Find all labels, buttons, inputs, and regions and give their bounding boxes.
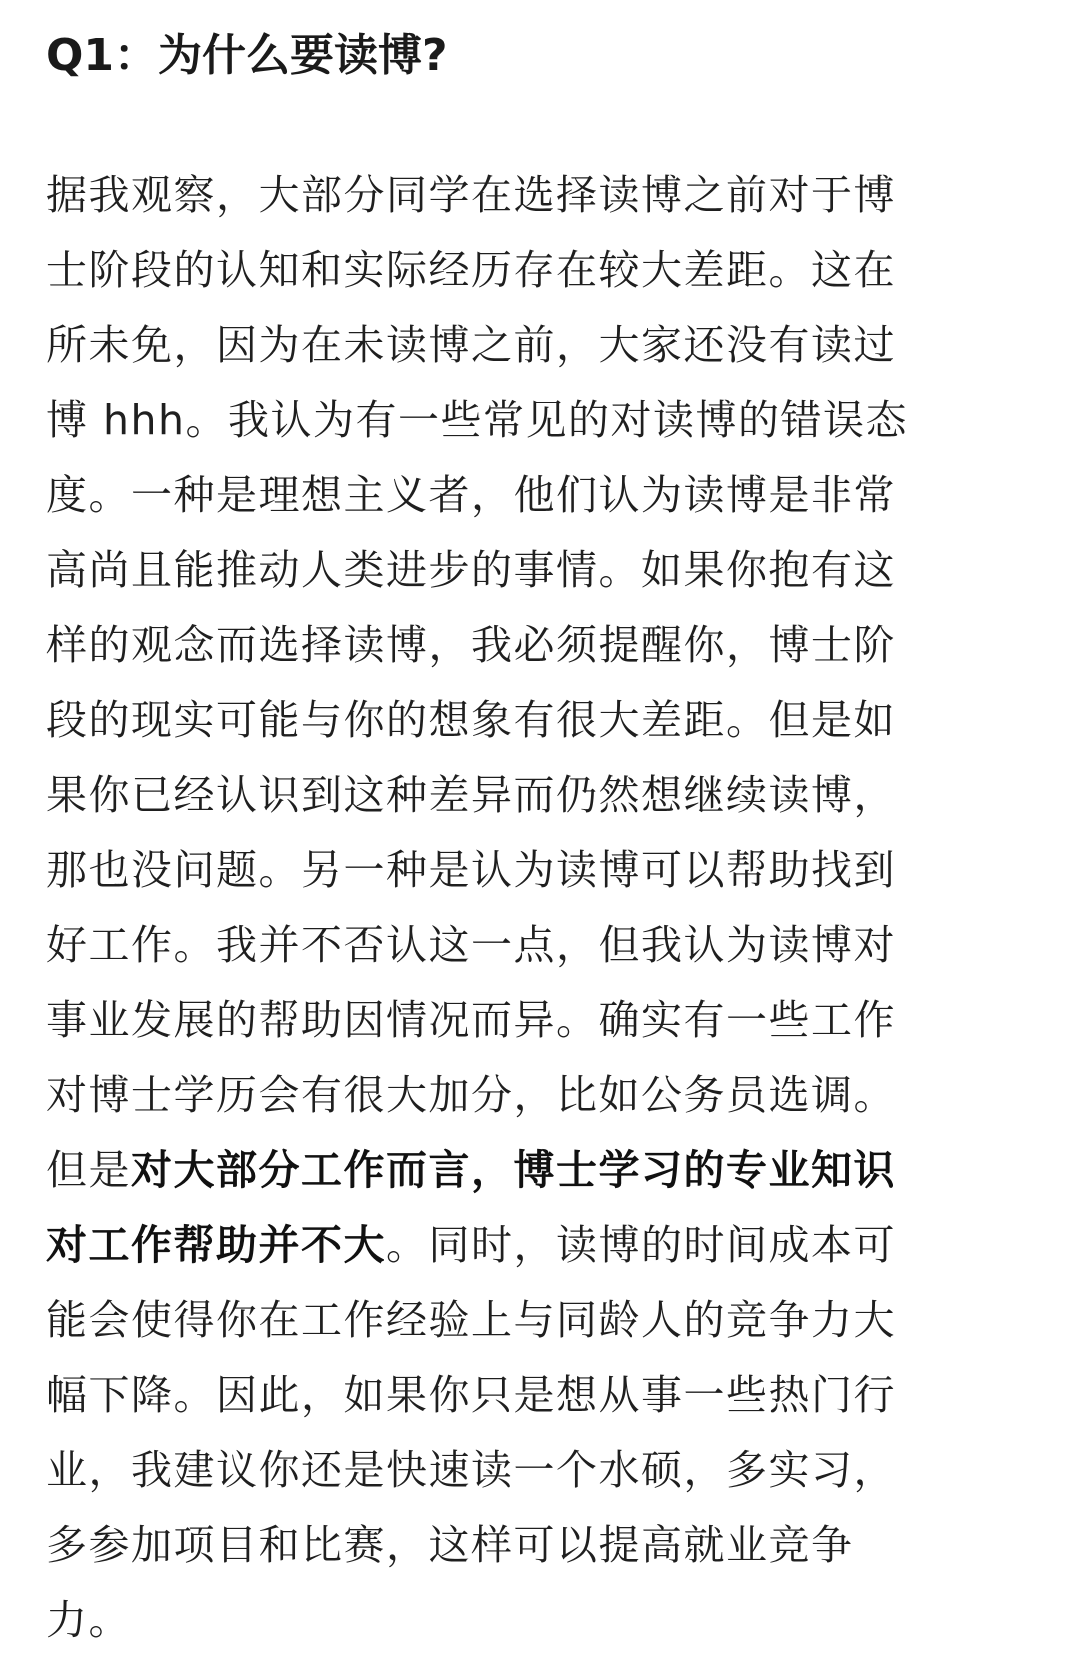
answer-line: [46, 158, 908, 233]
answer-line: [46, 1058, 908, 1133]
answer-text: 据我观察，大部分同学在选择读博之前对于博: [46, 171, 896, 219]
answer-text: 业，我建议你还是快速读一个水硕，多实习，: [46, 1446, 896, 1494]
answer-line: [46, 983, 908, 1058]
answer-line: [46, 1433, 908, 1508]
answer-line: [46, 833, 908, 908]
answer-text: 高尚且能推动人类进步的事情。如果你抱有这: [46, 546, 896, 594]
answer-text: 对博士学历会有很大加分，比如公务员选调。: [46, 1071, 896, 1119]
answer-text: 多参加项目和比赛，这样可以提高就业竞争: [46, 1521, 854, 1569]
answer-line: [46, 758, 908, 833]
answer-text: 段的现实可能与你的想象有很大差距。但是如: [46, 696, 896, 744]
answer-line: [46, 1508, 908, 1583]
answer-text: 那也没问题。另一种是认为读博可以帮助找到: [46, 846, 896, 894]
answer-line: [46, 1283, 908, 1358]
answer-line: [46, 608, 908, 683]
answer-text: 样的观念而选择读博，我必须提醒你，博士阶: [46, 621, 896, 669]
answer-text: 所未免，因为在未读博之前，大家还没有读过: [46, 321, 896, 369]
answer-line: [46, 1208, 908, 1283]
answer-line: [46, 908, 908, 983]
answer-text: 能会使得你在工作经验上与同龄人的竞争力大: [46, 1296, 896, 1344]
answer-line: [46, 683, 908, 758]
answer-text: 幅下降。因此，如果你只是想从事一些热门行: [46, 1371, 896, 1419]
answer-paragraph: [46, 158, 908, 1658]
answer-line: [46, 233, 908, 308]
answer-text: 事业发展的帮助因情况而异。确实有一些工作: [46, 996, 896, 1044]
answer-text: 力。: [46, 1596, 131, 1644]
answer-text: 士阶段的认知和实际经历存在较大差距。这在: [46, 246, 896, 294]
answer-text: 好工作。我并不否认这一点，但我认为读博对: [46, 921, 896, 969]
emphasized-text: 对工作帮助并不大: [46, 1221, 386, 1269]
answer-text: 但是: [46, 1146, 131, 1194]
answer-text: 果你已经认识到这种差异而仍然想继续读博，: [46, 771, 896, 819]
question-title: Q1：为什么要读博?: [46, 30, 448, 81]
answer-line: [46, 383, 908, 458]
answer-line: [46, 533, 908, 608]
emphasized-text: 对大部分工作而言，博士学习的专业知识: [131, 1146, 896, 1194]
answer-line: [46, 458, 908, 533]
answer-text: 度。一种是理想主义者，他们认为读博是非常: [46, 471, 896, 519]
answer-line: [46, 1358, 908, 1433]
answer-text: 博 hhh。我认为有一些常见的对读博的错误态: [46, 396, 908, 444]
answer-line: [46, 1583, 908, 1658]
answer-line: [46, 308, 908, 383]
answer-text: 。同时，读博的时间成本可: [386, 1221, 896, 1269]
answer-line: [46, 1133, 908, 1208]
